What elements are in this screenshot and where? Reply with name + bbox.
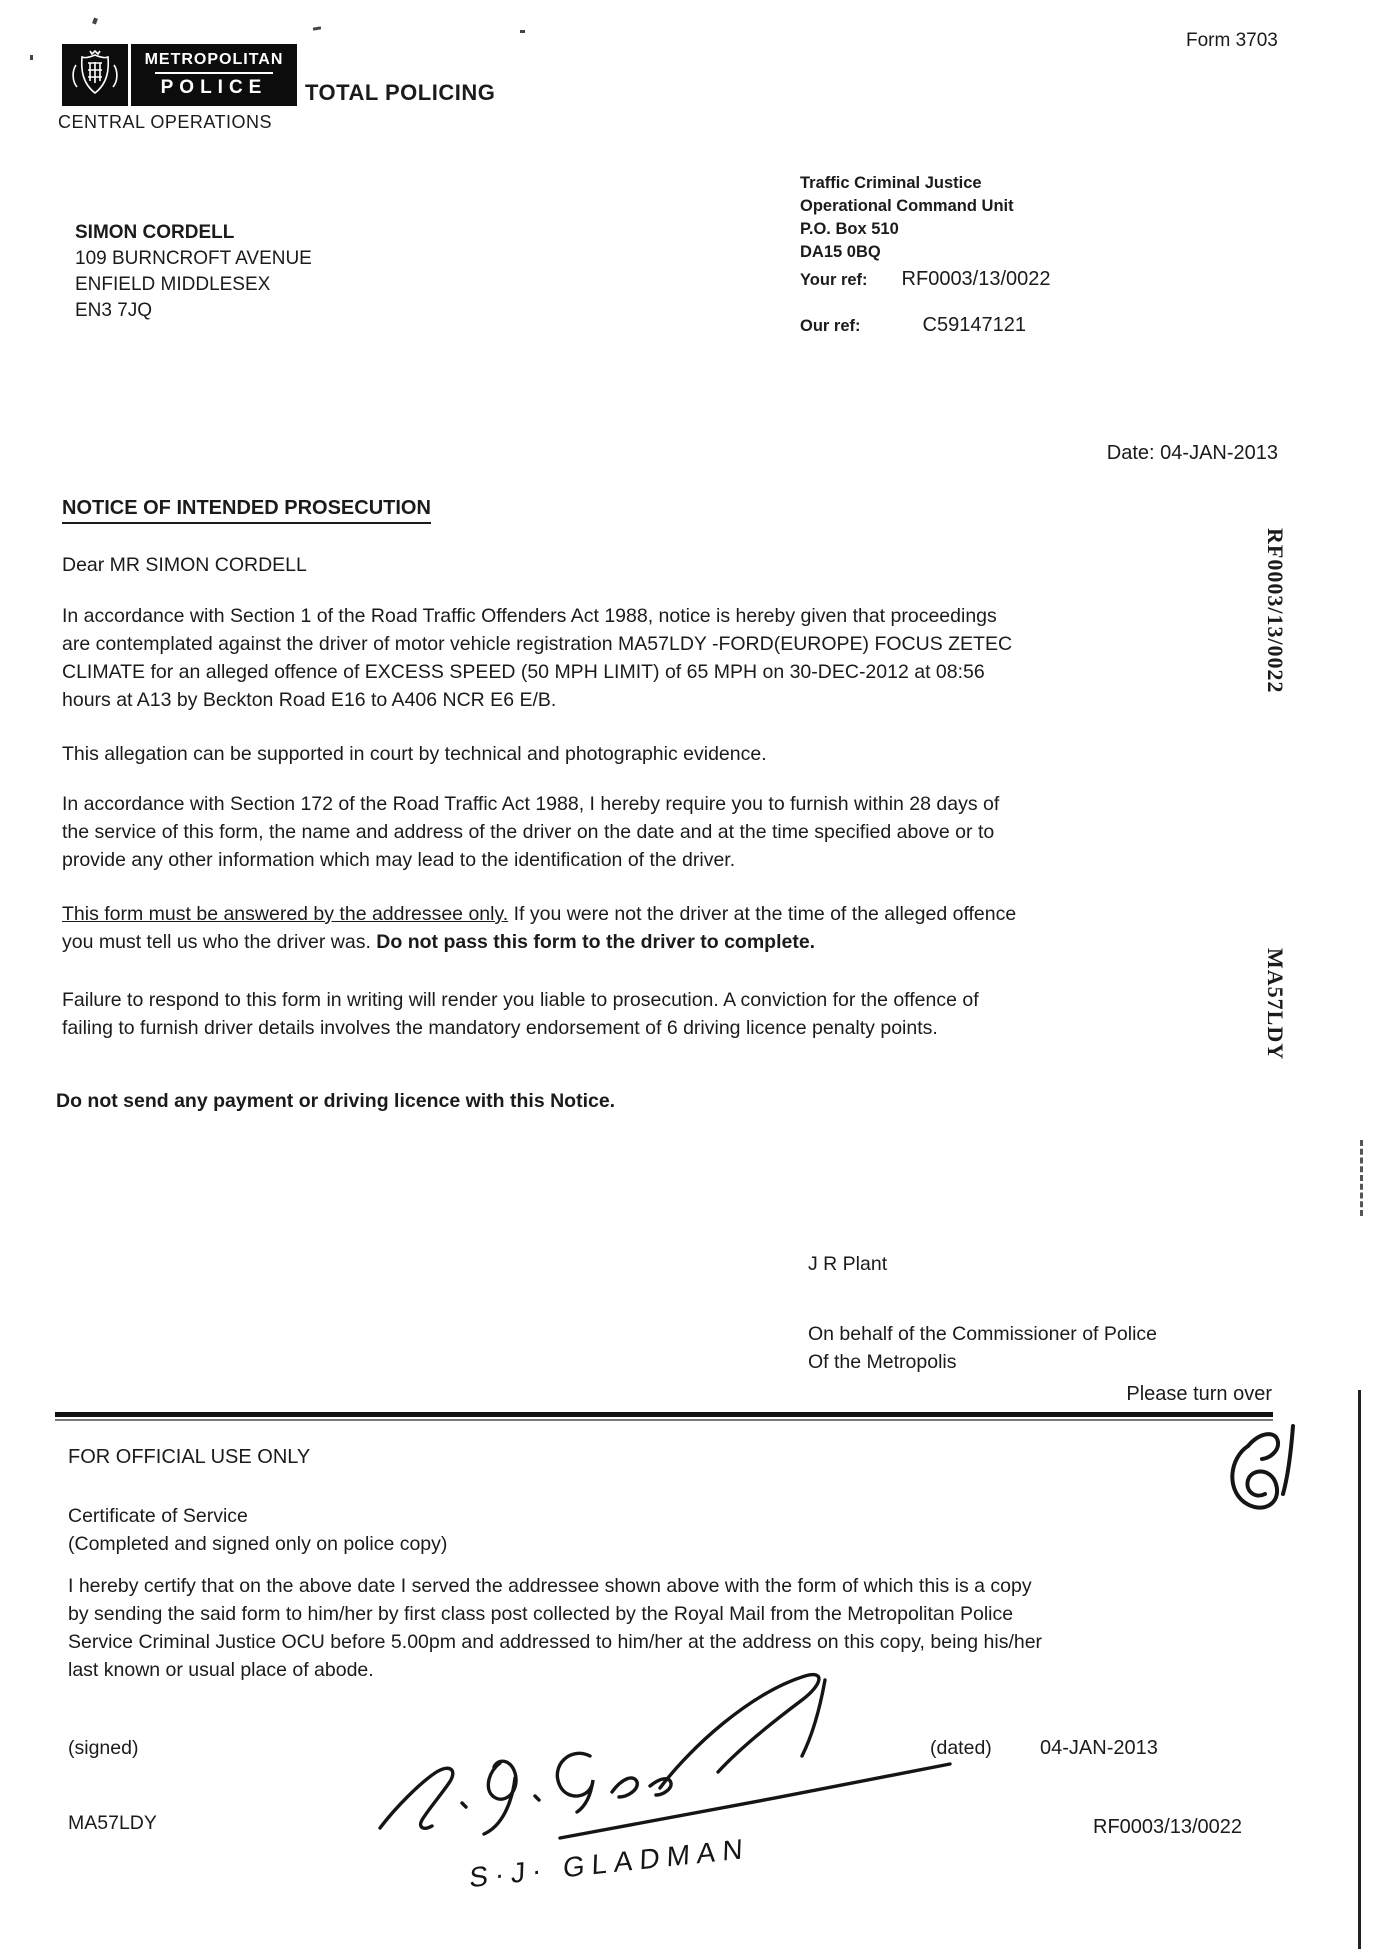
recipient-address-line: ENFIELD MIDDLESEX <box>75 274 271 295</box>
signatory-role-line: On behalf of the Commissioner of Police <box>808 1323 1158 1345</box>
scan-artifact-dashed-line <box>1360 1140 1363 1216</box>
sender-address-line: Operational Command Unit <box>800 197 1014 215</box>
paragraph-evidence: This allegation can be supported in court by technical and photographic evidence. <box>62 743 767 765</box>
met-police-crest-icon <box>62 44 128 106</box>
addressee-bold-text: Do not pass this form to the driver to complete. <box>376 931 816 953</box>
dated-value: 04-JAN-2013 <box>1040 1737 1158 1759</box>
scan-artifact-edge-line <box>1358 1390 1361 1949</box>
logo-metropolitan-label: METROPOLITAN <box>144 51 284 68</box>
addressee-underlined-text: This form must be answered by the addressee only. <box>62 903 509 925</box>
dated-label: (dated) <box>930 1737 992 1759</box>
addressee-mid-text: If you were not the driver at the time of the alleged offence you must tell us who the driver was. <box>62 903 1017 953</box>
paragraph-s172: In accordance with Section 172 of the Road Traffic Act 1988, I hereby require you to furnish within 28 days of the service of this form, the name and address of the driver on the date and at the time specified above or to provide any other information which may lead to the identification of the driver. <box>62 793 1000 871</box>
vertical-vehicle-reg: MA57LDY <box>1263 948 1288 1061</box>
certificate-title-line: Certificate of Service <box>68 1505 248 1527</box>
your-ref-value: RF0003/13/0022 <box>901 268 1051 290</box>
your-ref-row <box>800 268 1051 291</box>
paragraph-failure: Failure to respond to this form in writing will render you liable to prosecution. A conviction for the offence of failing to furnish driver details involves the mandatory endorsement of 6 driving licence penalty points. <box>62 989 979 1039</box>
logo-police-label: POLICE <box>155 72 274 100</box>
scan-artifact <box>92 17 98 24</box>
met-police-logo <box>62 44 297 106</box>
signatory-role-line: Of the Metropolis <box>808 1351 957 1373</box>
salutation: Dear MR SIMON CORDELL <box>62 554 307 576</box>
our-ref-row <box>800 314 1026 337</box>
met-police-wordmark <box>131 44 297 106</box>
footer-case-ref: RF0003/13/0022 <box>1093 1816 1243 1838</box>
certificate-body: I hereby certify that on the above date I served the addressee shown above with the form of which this is a copy by sending the said form to him/her by first class post collected by the Royal Mail from the Metropolitan Police Service Criminal Justice OCU before 5.00pm and addressed to him/her at the address on this copy, being his/her last known or usual place of abode. <box>68 1575 1043 1681</box>
footer-vehicle-reg: MA57LDY <box>68 1812 157 1834</box>
sender-address-line: P.O. Box 510 <box>800 220 899 238</box>
paragraph-addressee <box>62 900 1020 956</box>
signatory-name: J R Plant <box>808 1253 888 1275</box>
signatory-role <box>808 1320 1157 1376</box>
our-ref-label: Our ref: <box>800 317 861 335</box>
your-ref-label: Your ref: <box>800 271 868 289</box>
sender-address-line: DA15 0BQ <box>800 243 881 261</box>
turn-over-note: Please turn over <box>1126 1383 1272 1405</box>
sender-address <box>800 172 1014 264</box>
official-initials-scrawl <box>1218 1418 1308 1518</box>
official-use-heading: FOR OFFICIAL USE ONLY <box>68 1446 311 1468</box>
recipient-address <box>75 220 312 324</box>
recipient-address-line: 109 BURNCROFT AVENUE <box>75 248 312 269</box>
our-ref-value: C59147121 <box>922 314 1026 336</box>
certificate-subtitle: (Completed and signed only on police copy) <box>68 1533 448 1555</box>
vertical-case-ref: RF0003/13/0022 <box>1263 528 1288 694</box>
recipient-address-line: EN3 7JQ <box>75 300 153 321</box>
department-label: CENTRAL OPERATIONS <box>58 112 273 132</box>
recipient-name: SIMON CORDELL <box>75 222 235 243</box>
section-divider <box>55 1412 1273 1417</box>
scan-artifact <box>313 26 321 30</box>
letter-date: Date: 04-JAN-2013 <box>1106 442 1278 464</box>
paragraph-offence: In accordance with Section 1 of the Road Traffic Offenders Act 1988, notice is hereby given that proceedings are contemplated against the driver of motor vehicle registration MA57LDY -FORD(EUROPE) FOCUS ZETEC CLIMATE for an alleged offence of EXCESS SPEED (50 MPH LIMIT) of 65 MPH on 30-DEC-2012 at 08:56 hours at A13 by Beckton Road E16 to A406 NCR E6 E/B. <box>62 605 1013 711</box>
section-divider-shadow <box>55 1419 1273 1421</box>
certificate-title <box>68 1502 447 1558</box>
form-number: Form 3703 <box>1186 30 1278 51</box>
signed-label: (signed) <box>68 1737 139 1759</box>
signature-name: S·J· GLADMAN <box>468 1832 751 1894</box>
sender-address-line: Traffic Criminal Justice <box>800 174 982 192</box>
logo-tagline: TOTAL POLICING <box>305 80 496 105</box>
scan-artifact <box>520 30 525 33</box>
payment-notice: Do not send any payment or driving licence with this Notice. <box>56 1090 616 1112</box>
letter-title: NOTICE OF INTENDED PROSECUTION <box>62 497 431 524</box>
scan-artifact <box>30 55 33 60</box>
